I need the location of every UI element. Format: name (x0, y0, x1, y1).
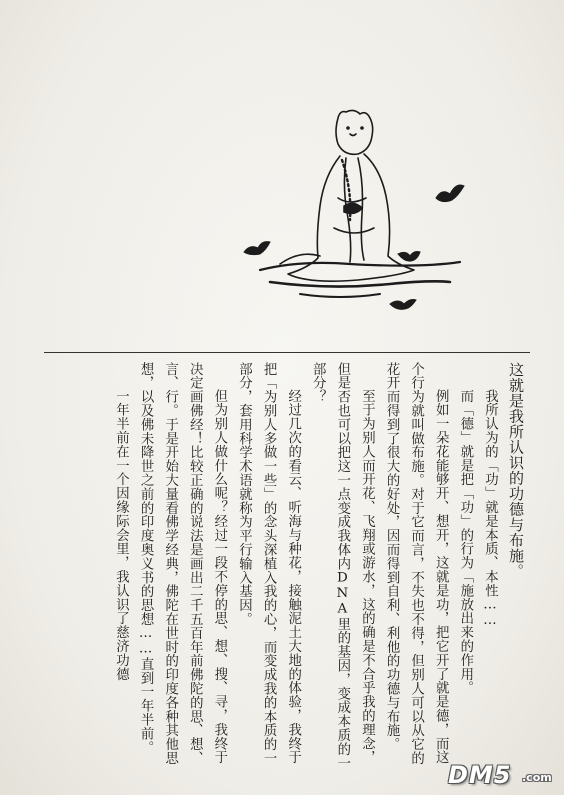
seated-monk-illustration (240, 98, 470, 323)
paragraph: 经过几次的看云、听海与种花，接触泥土大地的体验，我终于把「为别人多做一些」的念头深植入我的心，而变成我的本质的一部分，套用科学术语就称为平行输入基因。 (236, 362, 301, 766)
paragraph: 而「德」就是把「功」的行为「施放出来的作用。 (457, 388, 473, 695)
seated-monk-icon (260, 110, 460, 297)
paragraph: 但为别人做什么呢？经过一段不停的思、想、搜、寻，我终于决定画佛经！比较正确的说法是画出二千五百年前佛陀的思、想、言、行。于是开始大量看佛学经典，佛陀在世时的印度各种其他思想，以及佛未降世之前的印度奥义书的思想……直到一年半前。 (138, 362, 227, 766)
section-heading: 这就是我所认识的功德与布施。 (507, 362, 525, 579)
body-text (108, 362, 528, 772)
bird-icon (398, 252, 420, 262)
paragraph: 我所认为的「功」就是本质、本性…… (482, 388, 498, 629)
paragraph: 例如一朵花能够开、想开，这就是功，把它开了就是德，而这个行为就叫做布施。对于它而言，不失也不得，但别人可以从它的花开而得到了很大的好处，因而得到自利、利他的功德与布施。 (384, 362, 449, 766)
paragraph: 一年半前在一个因缘际会里，我认识了慈济功德 (113, 388, 129, 681)
watermark-sub: .com (522, 771, 552, 784)
watermark-main: DM5 (448, 761, 512, 789)
section-divider (44, 352, 530, 353)
site-watermark (448, 761, 558, 791)
bird-icon (244, 242, 270, 255)
bird-icon (436, 185, 464, 202)
paragraph: 至于为别人而开花、飞翔或游水，这的确是不合乎我的理念，但是否也可以把这一点变成我体内DNA里的基因，变成本质的一部分？ (310, 362, 375, 770)
bird-icon (390, 300, 416, 310)
